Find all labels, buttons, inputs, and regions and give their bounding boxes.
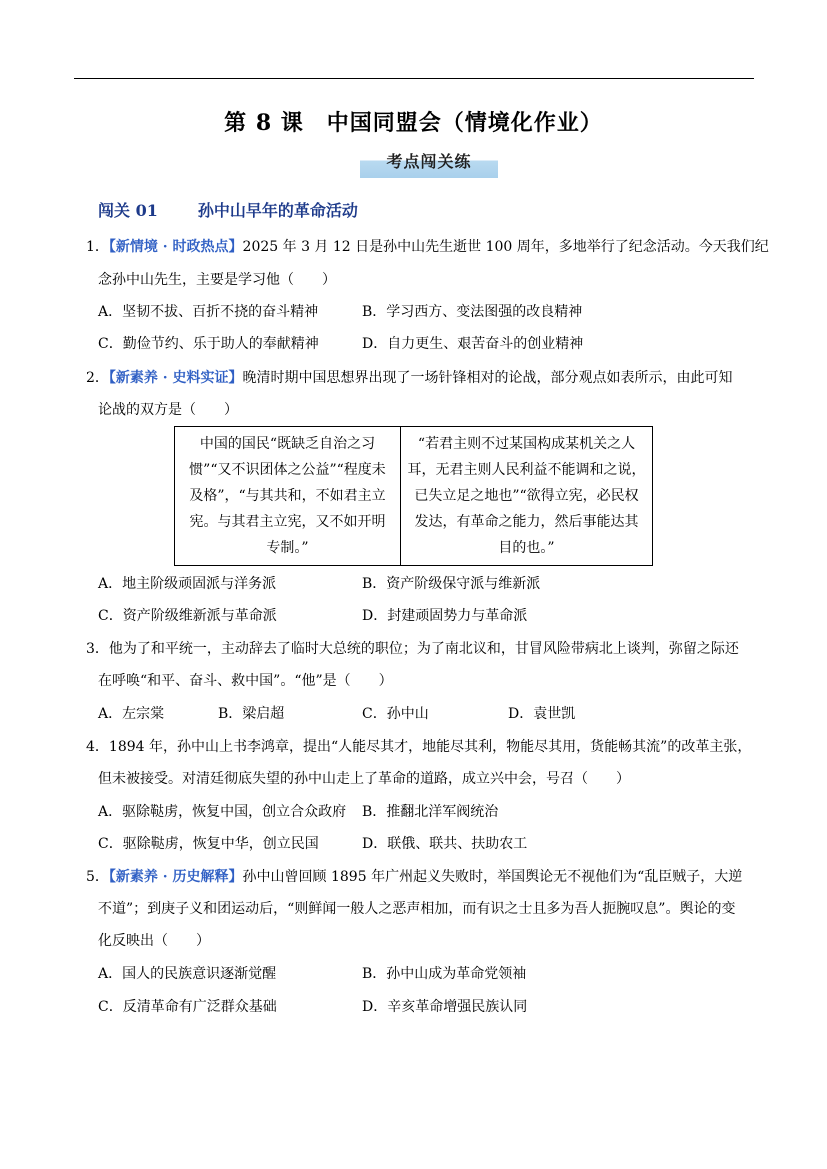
question-3-line-1 [86,639,739,659]
quote-line: 耳，无君主则人民利益不能调和之说， [407,462,646,478]
option-a: A．坚韧不拔、百折不挠的奋斗精神 [98,304,319,320]
option-c: C．孙中山 [362,706,429,722]
option-b: B．孙中山成为革命党领袖 [362,966,527,982]
question-1-line-2: 念孙中山先生，主要是学习他（ ） [98,272,336,288]
option-b: B．推翻北洋军阀统治 [362,804,499,820]
quote-line: 目的也。” [498,540,555,556]
quote-line: 已失立足之地也”“欲得立宪，必民权 [414,488,639,504]
option-a: A．左宗棠 [98,706,165,722]
section-badge [360,150,498,178]
quote-line: “若君主则不过某国构成某机关之人 [417,436,636,452]
option-a: A．驱除鞑虏，恢复中国，创立合众政府 [98,804,347,820]
question-2-line-1 [86,368,733,388]
option-b: B．资产阶级保守派与维新派 [362,576,541,592]
question-4-line-2: 但未被接受。对清廷彻底失望的孙中山走上了革命的道路，成立兴中会，号召（ ） [98,771,630,787]
question-number: 1． [86,239,109,255]
question-2-line-2: 论战的双方是（ ） [98,402,238,418]
question-text: 孙中山曾回顾 1895 年广州起义失败时，举国舆论无不视他们为“乱臣贼子，大逆 [242,869,743,885]
option-c: C．驱除鞑虏，恢复中华，创立民国 [98,836,319,852]
option-a: A．地主阶级顽固派与洋务派 [98,576,277,592]
section-heading [98,198,358,221]
quote-line: 宪。与其君主立宪，又不如开明 [189,514,386,530]
section-label: 闯关 01 [98,201,158,220]
question-5-line-3: 化反映出（ ） [98,933,210,949]
quote-line: 中国的国民“既缺乏自治之习 [199,436,376,452]
option-d: D．袁世凯 [508,706,576,722]
question-text: 他为了和平统一，主动辞去了临时大总统的职位；为了南北议和，甘冒风险带病北上谈判，弥留之际还 [108,641,739,657]
option-b: B．梁启超 [218,706,285,722]
section-title: 孙中山早年的革命活动 [197,201,358,220]
option-b: B．学习西方、变法图强的改良精神 [362,304,583,320]
page-title: 第 8 课 中国同盟会（情境化作业） [224,110,603,136]
question-text: 晚清时期中国思想界出现了一场针锋相对的论战，部分观点如表所示，由此可知 [242,370,733,386]
option-c: C．勤俭节约、乐于助人的奉献精神 [98,336,319,352]
option-d: D．联俄、联共、扶助农工 [362,836,528,852]
option-c: C．反清革命有广泛群众基础 [98,999,277,1015]
quote-table [174,426,653,566]
question-text: 2025 年 3 月 12 日是孙中山先生逝世 100 周年，多地举行了纪念活动。今天我们纪 [242,239,769,255]
question-tag: 【新情境 · 时政热点】 [108,239,243,255]
option-a: A．国人的民族意识逐渐觉醒 [98,966,277,982]
quote-cell-left [175,427,401,565]
question-tag: 【新素养 · 历史解释】 [108,869,243,885]
question-3-line-2: 在呼唤“和平、奋斗、救中国”。“他”是（ ） [98,673,393,689]
option-d: D．辛亥革命增强民族认同 [362,999,528,1015]
quote-cell-right [401,427,652,565]
option-c: C．资产阶级维新派与革命派 [98,608,277,624]
quote-line: 惯”“又不识团体之公益”“程度未 [189,462,386,478]
header-rule [74,78,754,79]
question-1-line-1 [86,237,769,257]
question-text: 1894 年，孙中山上书李鸿章，提出“人能尽其才，地能尽其利，物能尽其用，货能畅其流”的改革主张， [108,739,752,755]
question-number: 3． [86,641,109,657]
question-5-line-2: 不道”；到庚子义和团运动后，“则鲜闻一般人之恶声相加，而有识之士且多为吾人扼腕叹息”。舆论的变 [98,901,736,917]
question-number: 5． [86,869,109,885]
question-tag: 【新素养 · 史料实证】 [108,370,243,386]
badge-label: 考点闯关练 [386,152,472,171]
question-number: 2． [86,370,109,386]
quote-line: 发达，有革命之能力，然后事能达其 [414,514,639,530]
question-number: 4． [86,739,109,755]
quote-line: 专制。” [266,540,309,556]
question-4-line-1 [86,737,751,757]
option-d: D．封建顽固势力与革命派 [362,608,528,624]
question-5-line-1 [86,867,742,887]
quote-line: 及格”，“与其共和，不如君主立 [189,488,386,504]
option-d: D．自力更生、艰苦奋斗的创业精神 [362,336,584,352]
